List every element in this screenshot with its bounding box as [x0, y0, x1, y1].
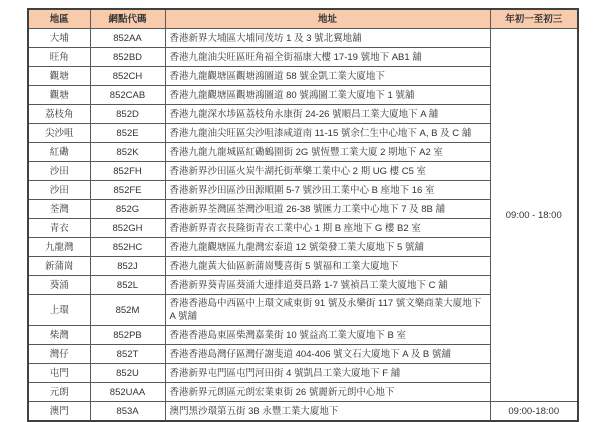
district-cell: 青衣	[28, 219, 90, 238]
branch-code-cell: 852HC	[90, 238, 165, 257]
district-cell: 上環	[28, 295, 90, 326]
district-cell: 澳門	[28, 402, 90, 422]
district-cell: 屯門	[28, 364, 90, 383]
address-cell: 香港新界青衣長隆街青衣工業中心 1 期 B 座地下 G 樓 B2 室	[165, 219, 490, 238]
branch-code-cell: 852E	[90, 124, 165, 143]
address-cell: 香港九龍觀塘區觀塘鴻圖道 80 號鴻圖工業大廈地下 1 號舖	[165, 86, 490, 105]
header-address: 地址	[165, 9, 490, 29]
address-cell: 香港新界沙田區火炭牛湖托街華樂工業中心 2 期 UG 樓 C5 室	[165, 162, 490, 181]
district-cell: 大埔	[28, 29, 90, 48]
branch-table-header	[28, 9, 578, 29]
address-cell: 香港九龍油尖旺區尖沙咀漆咸道南 11-15 號余仁生中心地下 A, B 及 C 舖	[165, 124, 490, 143]
address-cell: 香港香港島灣仔區灣仔謝斐道 404-406 號文石大廈地下 A 及 B 號舖	[165, 345, 490, 364]
district-cell: 荔枝角	[28, 105, 90, 124]
header-branch-code: 網點代碼	[90, 9, 165, 29]
branch-code-cell: 852GH	[90, 219, 165, 238]
district-cell: 新蒲崗	[28, 257, 90, 276]
branch-code-cell: 852FE	[90, 181, 165, 200]
district-cell: 葵涌	[28, 276, 90, 295]
address-cell: 香港九龍觀塘區九龍灣宏泰道 12 號榮發工業大廈地下 5 號舖	[165, 238, 490, 257]
branch-code-cell: 852T	[90, 345, 165, 364]
address-cell: 香港九龍油尖旺區旺角福全街福康大樓 17-19 號地下 AB1 舖	[165, 48, 490, 67]
address-cell: 香港新界大埔區大埔同茂坊 1 及 3 號北翼地舖	[165, 29, 490, 48]
district-cell: 柴灣	[28, 326, 90, 345]
branch-code-cell: 852U	[90, 364, 165, 383]
table-row	[28, 29, 578, 48]
branch-code-cell: 852CH	[90, 67, 165, 86]
branch-code-cell: 852D	[90, 105, 165, 124]
district-cell: 沙田	[28, 162, 90, 181]
district-cell: 九龍灣	[28, 238, 90, 257]
address-cell: 香港香港島中西區中上環文咸東街 91 號及永樂街 117 號文樂商業大廈地下 A 號舖	[165, 295, 490, 326]
header-cny-hours: 年初一至初三	[490, 9, 578, 29]
address-cell: 香港九龍黃大仙區新蒲崗雙喜街 5 號福和工業大廈地下	[165, 257, 490, 276]
branch-code-cell: 853A	[90, 402, 165, 422]
branch-code-cell: 852K	[90, 143, 165, 162]
address-cell: 香港九龍深水埗區荔枝角永康街 24-26 號順昌工業大廈地下 A 舖	[165, 105, 490, 124]
hours-merged-cell: 09:00 - 18:00	[490, 29, 578, 402]
district-cell: 觀塘	[28, 67, 90, 86]
branch-code-cell: 852UAA	[90, 383, 165, 402]
address-cell: 香港九龍九龍城區紅磡鶴園街 2G 號恆豐工業大廈 2 期地下 A2 室	[165, 143, 490, 162]
district-cell: 旺角	[28, 48, 90, 67]
district-cell: 灣仔	[28, 345, 90, 364]
table-row	[28, 402, 578, 422]
district-cell: 荃灣	[28, 200, 90, 219]
branch-table-body	[28, 29, 578, 422]
branch-code-cell: 852BD	[90, 48, 165, 67]
address-cell: 香港新界屯門區屯門河田街 4 號凱昌工業大廈地下 F 舖	[165, 364, 490, 383]
district-cell: 觀塘	[28, 86, 90, 105]
district-cell: 元朗	[28, 383, 90, 402]
branch-code-cell: 852L	[90, 276, 165, 295]
branch-code-cell: 852PB	[90, 326, 165, 345]
branch-code-cell: 852G	[90, 200, 165, 219]
address-cell: 澳門黑沙環第五街 3B 永豐工業大廈地下	[165, 402, 490, 422]
district-cell: 尖沙咀	[28, 124, 90, 143]
district-cell: 沙田	[28, 181, 90, 200]
header-district: 地區	[28, 9, 90, 29]
branch-code-cell: 852CAB	[90, 86, 165, 105]
address-cell: 香港新界葵青區葵涌大連排道葵昌路 1-7 號禎昌工業大廈地下 C 舖	[165, 276, 490, 295]
branch-code-cell: 852M	[90, 295, 165, 326]
district-cell: 紅磡	[28, 143, 90, 162]
hours-cell-macau: 09:00-18:00	[490, 402, 578, 422]
address-cell: 香港香港島東區柴灣嘉業街 10 號益高工業大廈地下 B 室	[165, 326, 490, 345]
branch-table	[27, 8, 579, 422]
header-row	[28, 9, 578, 29]
branch-code-cell: 852AA	[90, 29, 165, 48]
address-cell: 香港新界荃灣區荃灣沙咀道 26-38 號匯力工業中心地下 7 及 8B 舖	[165, 200, 490, 219]
branch-code-cell: 852J	[90, 257, 165, 276]
address-cell: 香港新界元朗區元朗宏業東街 26 號麗新元朗中心地下	[165, 383, 490, 402]
address-cell: 香港九龍觀塘區觀塘鴻圖道 58 號金凱工業大廈地下	[165, 67, 490, 86]
branch-code-cell: 852FH	[90, 162, 165, 181]
address-cell: 香港新界沙田區沙田源順圍 5-7 號沙田工業中心 B 座地下 16 室	[165, 181, 490, 200]
